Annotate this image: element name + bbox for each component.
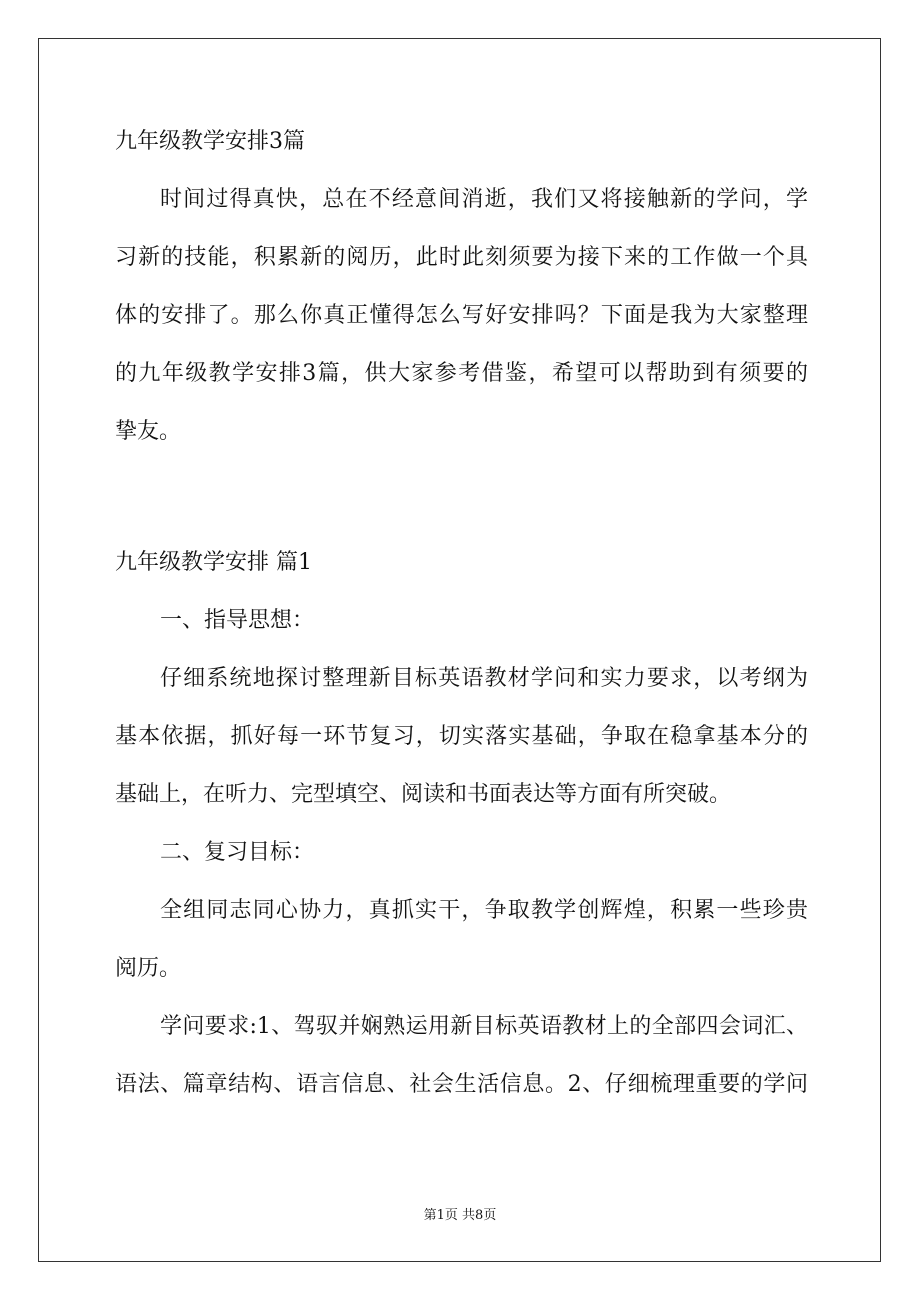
paragraph-line: 语法、篇章结构、语言信息、社会生活信息。2、仔细梳理重要的学问 [115,1072,808,1097]
heading-review-goals: 二、复习目标： [160,840,315,865]
intro-line: 习新的技能，积累新的阅历，此时此刻须要为接下来的工作做一个具 [115,245,808,270]
paragraph-line: 基本依据，抓好每一环节复习，切实落实基础，争取在稳拿基本分的 [115,724,808,749]
page-footer: 第1页 共8页 [423,1208,497,1223]
paragraph-line: 全组同志同心协力，真抓实干，争取教学创辉煌，积累一些珍贵 [160,898,808,923]
section-title: 九年级教学安排 篇1 [115,550,312,575]
heading-guiding-thought: 一、指导思想： [160,608,315,633]
paragraph-line: 阅历。 [115,956,182,981]
paragraph-line: 仔细系统地探讨整理新目标英语教材学问和实力要求，以考纲为 [160,666,808,691]
intro-line: 挚友。 [115,419,182,444]
intro-line: 的九年级教学安排3篇，供大家参考借鉴，希望可以帮助到有须要的 [115,361,808,386]
paragraph-line: 学问要求:1、驾驭并娴熟运用新目标英语教材上的全部四会词汇、 [160,1014,808,1039]
intro-line: 时间过得真快，总在不经意间消逝，我们又将接触新的学问，学 [160,187,808,212]
intro-line: 体的安排了。那么你真正懂得怎么写好安排吗？下面是我为大家整理 [115,303,808,328]
paragraph-line: 基础上，在听力、完型填空、阅读和书面表达等方面有所突破。 [115,782,732,807]
document-title: 九年级教学安排3篇 [115,129,305,154]
